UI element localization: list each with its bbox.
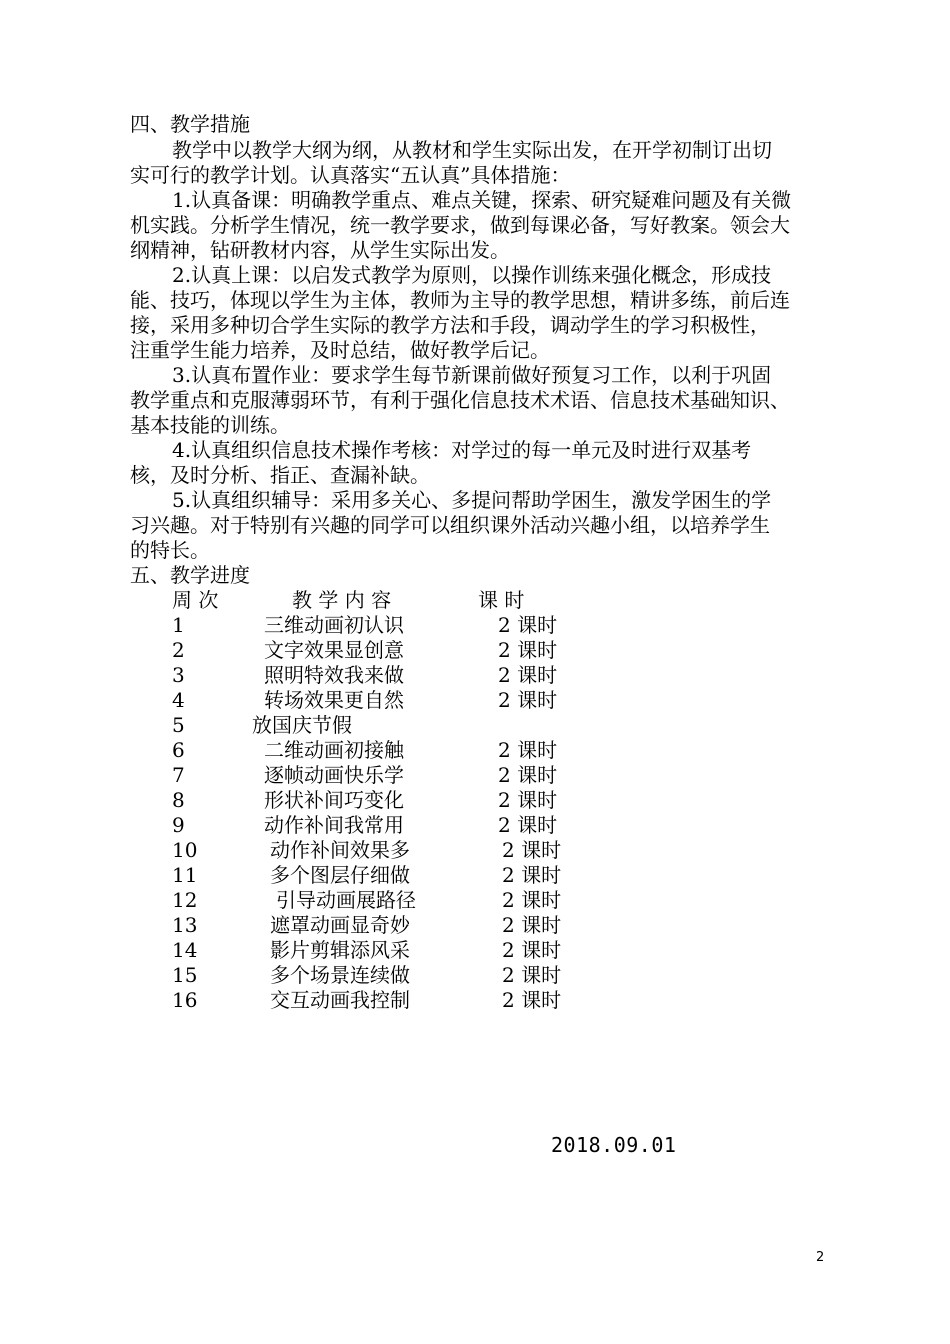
week-column-header: 周 次 bbox=[172, 588, 219, 612]
lesson-content: 逐帧动画快乐学 bbox=[264, 763, 404, 787]
lesson-content: 转场效果更自然 bbox=[264, 688, 404, 712]
week-number: 11 bbox=[172, 863, 198, 887]
week-number: 4 bbox=[172, 688, 185, 712]
lesson-hours: 2 课时 bbox=[498, 688, 558, 712]
week-number: 9 bbox=[172, 813, 185, 837]
paragraph-line: 4.认真组织信息技术操作考核：对学过的每一单元及时进行双基考 bbox=[172, 438, 752, 462]
paragraph-line: 注重学生能力培养，及时总结，做好教学后记。 bbox=[130, 338, 550, 362]
paragraph-line: 实可行的教学计划。认真落实“五认真”具体措施： bbox=[130, 163, 571, 187]
week-number: 6 bbox=[172, 738, 185, 762]
lesson-hours: 2 课时 bbox=[502, 963, 562, 987]
lesson-content: 交互动画我控制 bbox=[270, 988, 410, 1012]
lesson-hours: 2 课时 bbox=[502, 863, 562, 887]
lesson-content: 引导动画展路径 bbox=[276, 888, 416, 912]
paragraph-line: 教学重点和克服薄弱环节，有利于强化信息技术术语、信息技术基础知识、 bbox=[130, 388, 790, 412]
lesson-hours: 2 课时 bbox=[502, 838, 562, 862]
week-number: 5 bbox=[172, 713, 185, 737]
paragraph-line: 3.认真布置作业：要求学生每节新课前做好预复习工作，以利于巩固 bbox=[172, 363, 772, 387]
lesson-content: 多个场景连续做 bbox=[270, 963, 410, 987]
lesson-hours: 2 课时 bbox=[498, 613, 558, 637]
week-number: 2 bbox=[172, 638, 185, 662]
week-number: 10 bbox=[172, 838, 198, 862]
lesson-hours: 2 课时 bbox=[498, 763, 558, 787]
lesson-hours: 2 课时 bbox=[498, 638, 558, 662]
lesson-content: 影片剪辑添风采 bbox=[270, 938, 410, 962]
week-number: 1 bbox=[172, 613, 185, 637]
paragraph-line: 纲精神，钻研教材内容，从学生实际出发。 bbox=[130, 238, 510, 262]
lesson-hours: 2 课时 bbox=[502, 988, 562, 1012]
week-number: 8 bbox=[172, 788, 185, 812]
hours-column-header: 课 时 bbox=[478, 588, 525, 612]
lesson-hours: 2 课时 bbox=[498, 788, 558, 812]
lesson-hours: 2 课时 bbox=[502, 913, 562, 937]
paragraph-line: 接，采用多种切合学生实际的教学方法和手段，调动学生的学习积极性， bbox=[130, 313, 770, 337]
week-number: 13 bbox=[172, 913, 198, 937]
lesson-content: 二维动画初接触 bbox=[264, 738, 404, 762]
week-number: 3 bbox=[172, 663, 185, 687]
paragraph-line: 能、技巧，体现以学生为主体，教师为主导的教学思想，精讲多练，前后连 bbox=[130, 288, 790, 312]
document-date: 2018.09.01 bbox=[551, 1133, 677, 1157]
week-number: 16 bbox=[172, 988, 198, 1012]
paragraph-line: 核，及时分析、指正、查漏补缺。 bbox=[130, 463, 430, 487]
paragraph-line: 基本技能的训练。 bbox=[130, 413, 290, 437]
lesson-content: 动作补间我常用 bbox=[264, 813, 404, 837]
lesson-hours: 2 课时 bbox=[498, 738, 558, 762]
section4-heading: 四、教学措施 bbox=[130, 112, 250, 136]
week-number: 12 bbox=[172, 888, 198, 912]
lesson-content: 动作补间效果多 bbox=[270, 838, 410, 862]
paragraph-line: 1.认真备课：明确教学重点、难点关键，探索、研究疑难问题及有关微 bbox=[172, 188, 792, 212]
section5-heading: 五、教学进度 bbox=[130, 563, 250, 587]
week-number: 15 bbox=[172, 963, 198, 987]
paragraph-line: 2.认真上课：以启发式教学为原则，以操作训练来强化概念，形成技 bbox=[172, 263, 772, 287]
lesson-content: 文字效果显创意 bbox=[264, 638, 404, 662]
lesson-hours: 2 课时 bbox=[502, 938, 562, 962]
paragraph-line: 5.认真组织辅导：采用多关心、多提问帮助学困生，激发学困生的学 bbox=[172, 488, 772, 512]
paragraph-line: 教学中以教学大纲为纲，从教材和学生实际出发，在开学初制订出切 bbox=[172, 138, 772, 162]
paragraph-line: 习兴趣。对于特别有兴趣的同学可以组织课外活动兴趣小组，以培养学生 bbox=[130, 513, 770, 537]
page-number: 2 bbox=[816, 1250, 825, 1265]
lesson-content: 多个图层仔细做 bbox=[270, 863, 410, 887]
lesson-hours: 2 课时 bbox=[498, 813, 558, 837]
paragraph-line: 机实践。分析学生情况，统一教学要求，做到每课必备，写好教案。领会大 bbox=[130, 213, 790, 237]
lesson-content: 形状补间巧变化 bbox=[264, 788, 404, 812]
paragraph-line: 的特长。 bbox=[130, 538, 210, 562]
week-number: 14 bbox=[172, 938, 198, 962]
lesson-content: 照明特效我来做 bbox=[264, 663, 404, 687]
week-number: 7 bbox=[172, 763, 185, 787]
lesson-content: 三维动画初认识 bbox=[264, 613, 404, 637]
lesson-content: 放国庆节假 bbox=[252, 713, 352, 737]
content-column-header: 教 学 内 容 bbox=[292, 588, 392, 612]
lesson-content: 遮罩动画显奇妙 bbox=[270, 913, 410, 937]
lesson-hours: 2 课时 bbox=[502, 888, 562, 912]
lesson-hours: 2 课时 bbox=[498, 663, 558, 687]
